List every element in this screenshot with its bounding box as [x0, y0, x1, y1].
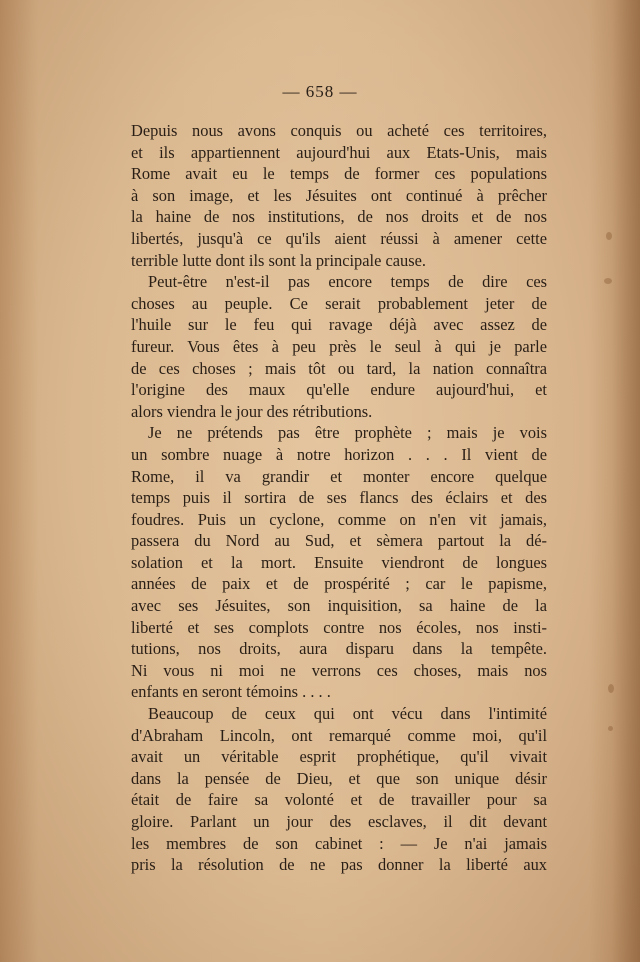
- text-line: dans la pensée de Dieu, et que son unique désir: [131, 768, 547, 788]
- text-line: foudres. Puis un cyclone, comme on n'en vit jamais,: [131, 509, 547, 529]
- foxing-spot: [604, 278, 612, 284]
- text-line: choses au peuple. Ce serait probablement jeter de: [131, 293, 547, 313]
- text-line: Depuis nous avons conquis ou acheté ces territoires,: [131, 121, 547, 140]
- text-line: pris la résolution de ne pas donner la liberté aux: [131, 855, 547, 875]
- text-line: temps puis il sortira de ses flancs des éclairs et des: [131, 488, 547, 508]
- text-line: à son image, et les Jésuites ont continué à prêcher: [131, 185, 547, 205]
- text-line: fureur. Vous êtes à peu près le seul à qui je parle: [131, 336, 547, 356]
- text-line: un sombre nuage à notre horizon . . . Il vient de: [131, 444, 547, 464]
- text-line: libertés, jusqu'à ce qu'ils aient réussi à amener cette: [131, 228, 547, 248]
- text-line: alors viendra le jour des rétributions.: [131, 401, 373, 421]
- page-edge-shadow: [612, 0, 640, 962]
- text-line: Beaucoup de ceux qui ont vécu dans l'intimité: [148, 704, 547, 724]
- text-line: avait un véritable esprit prophétique, qu'il vivait: [131, 747, 547, 767]
- text-line: Rome, il va grandir et monter encore quelque: [131, 466, 547, 486]
- text-line: gloire. Parlant un jour des esclaves, il dit devant: [131, 812, 547, 831]
- text-line: Ni vous ni moi ne verrons ces choses, mais nos: [131, 660, 547, 680]
- text-line: de ces choses ; mais tôt ou tard, la nation connaîtra: [131, 358, 547, 378]
- text-line: enfants en seront témoins . . . .: [131, 682, 331, 702]
- text-line: passera du Nord au Sud, et sèmera partout la dé-: [131, 531, 547, 551]
- text-line: liberté et ses complots contre nos écoles, nos insti-: [131, 617, 547, 637]
- text-line: d'Abraham Lincoln, ont remarqué comme moi, qu'il: [131, 725, 547, 745]
- text-line: et ils appartiennent aujourd'hui aux Etats-Unis, mais: [131, 142, 547, 162]
- text-line: années de paix et de prospérité ; car le papisme,: [131, 574, 547, 594]
- foxing-spot: [608, 726, 613, 731]
- foxing-spot: [606, 232, 612, 240]
- text-line: l'origine des maux qu'elle endure aujourd'hui, et: [131, 380, 547, 400]
- text-line: l'huile sur le feu qui ravage déjà avec assez de: [131, 315, 547, 335]
- text-line: Rome avait eu le temps de former ces populations: [131, 164, 547, 184]
- text-line: tutions, nos droits, aura disparu dans la tempête.: [131, 639, 547, 659]
- body-text: [131, 120, 547, 876]
- text-line: les membres de son cabinet : — Je n'ai jamais: [131, 833, 547, 853]
- foxing-spot: [608, 684, 614, 693]
- text-line: terrible lutte dont ils sont la principale cause.: [131, 250, 426, 270]
- text-line: avec ses Jésuites, son inquisition, sa haine de la: [131, 596, 547, 616]
- text-line: solation et la mort. Ensuite viendront de longues: [131, 552, 547, 572]
- text-line: Je ne prétends pas être prophète ; mais je vois: [148, 423, 547, 443]
- page-number: — 658 —: [282, 82, 358, 101]
- text-line: Peut-être n'est-il pas encore temps de dire ces: [148, 272, 547, 292]
- text-line: la haine de nos institutions, de nos droits et de nos: [131, 207, 547, 227]
- text-line: était de faire sa volonté et de travailler pour sa: [131, 790, 547, 810]
